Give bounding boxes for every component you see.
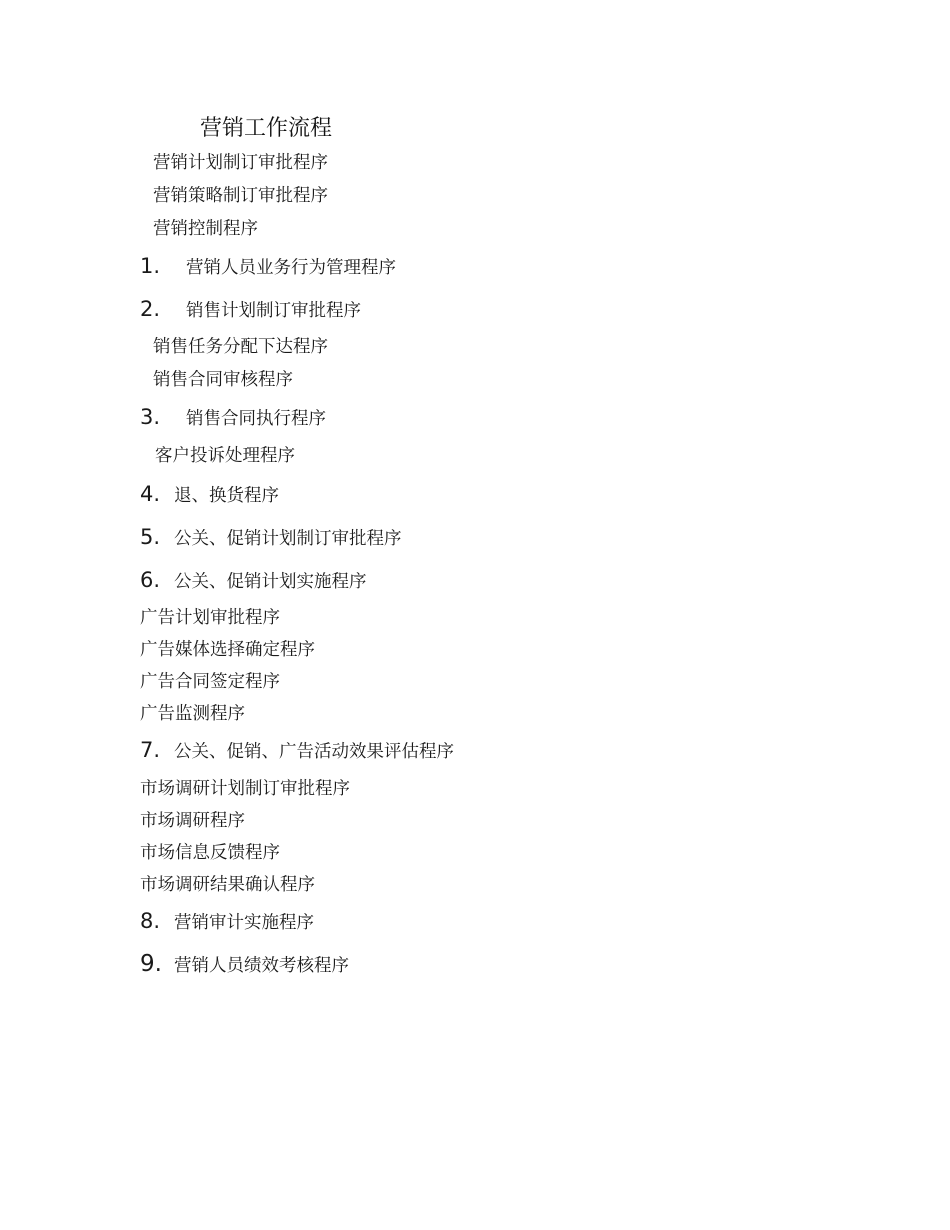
list-item-text: 公关、促销计划制订审批程序 [174, 529, 402, 549]
item-number: 3. [140, 405, 161, 429]
list-item-text: 市场调研结果确认程序 [140, 875, 315, 895]
list-item [153, 155, 328, 173]
list-item [140, 674, 280, 692]
numbered-item [140, 527, 402, 549]
list-item-text: 退、换货程序 [174, 486, 279, 506]
document-title: 营销工作流程 [200, 116, 333, 141]
list-item [140, 877, 315, 895]
list-item-text: 公关、促销、广告活动效果评估程序 [174, 742, 454, 762]
numbered-item [140, 484, 279, 506]
numbered-item [140, 740, 454, 762]
list-item-text: 营销策略制订审批程序 [153, 186, 328, 206]
list-item-text: 客户投诉处理程序 [155, 446, 295, 466]
numbered-item [140, 256, 396, 278]
list-item [140, 706, 245, 724]
list-item [155, 448, 295, 466]
list-item-text: 销售任务分配下达程序 [153, 337, 328, 357]
list-item-text: 广告计划审批程序 [140, 608, 280, 628]
list-item-text: 市场信息反馈程序 [140, 843, 280, 863]
list-item [140, 813, 245, 831]
list-item [153, 221, 258, 239]
list-item [140, 642, 315, 660]
item-number: 8. [140, 909, 161, 933]
list-item-text: 广告合同签定程序 [140, 672, 280, 692]
numbered-item [140, 911, 314, 933]
list-item [153, 339, 328, 357]
list-item [140, 781, 350, 799]
list-item-text: 销售合同审核程序 [153, 370, 293, 390]
list-item [153, 188, 328, 206]
item-number: 9. [140, 951, 162, 977]
list-item-text: 市场调研程序 [140, 811, 245, 831]
list-item-text: 市场调研计划制订审批程序 [140, 779, 350, 799]
list-item [140, 610, 280, 628]
list-item-text: 广告监测程序 [140, 704, 245, 724]
list-item-text: 销售合同执行程序 [186, 409, 326, 429]
list-item-text: 营销人员绩效考核程序 [174, 956, 349, 976]
list-item [153, 372, 293, 390]
item-number: 5. [140, 525, 161, 549]
item-number: 7. [140, 738, 161, 762]
list-item-text: 广告媒体选择确定程序 [140, 640, 315, 660]
list-item-text: 营销人员业务行为管理程序 [186, 258, 396, 278]
list-item-text: 营销计划制订审批程序 [153, 153, 328, 173]
item-number: 6. [140, 568, 161, 592]
item-number: 4. [140, 482, 161, 506]
item-number: 2. [140, 297, 161, 321]
list-item-text: 销售计划制订审批程序 [186, 301, 361, 321]
item-number: 1. [140, 254, 161, 278]
list-item [140, 845, 280, 863]
list-item-text: 营销审计实施程序 [174, 913, 314, 933]
numbered-item [140, 953, 349, 976]
numbered-item [140, 299, 361, 321]
list-item-text: 公关、促销计划实施程序 [174, 572, 367, 592]
list-item-text: 营销控制程序 [153, 219, 258, 239]
numbered-item [140, 407, 326, 429]
numbered-item [140, 570, 367, 592]
